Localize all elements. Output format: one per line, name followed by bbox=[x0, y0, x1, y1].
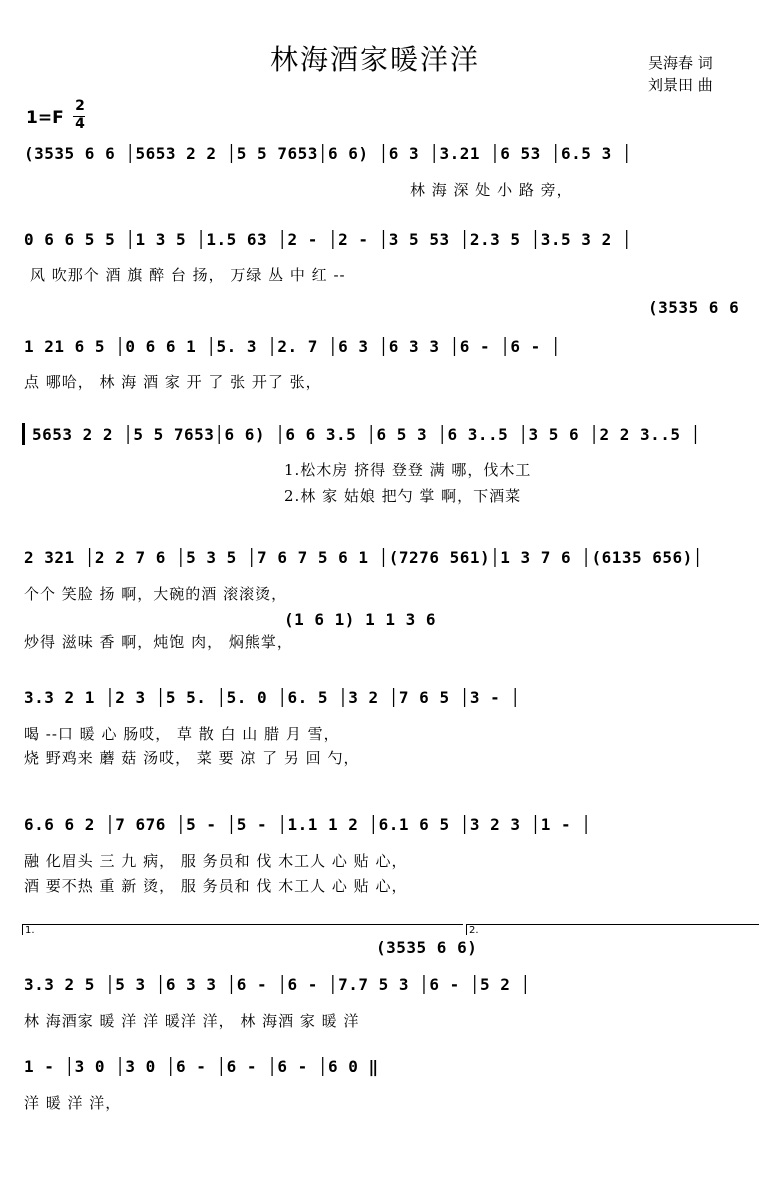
lyric-row-6-verse-2: 烧 野鸡来 蘑 菇 汤哎， 菜 要 凉 了 另 回 勺， bbox=[24, 749, 360, 767]
lyric-row-5-verse-2: 炒得 滋味 香 啊，炖饱 肉， 焖熊掌， bbox=[24, 633, 293, 651]
music-row-8: 3.3 2 5 │5 3 │6 3 3 │6 - │6 - │7.7 5 3 │6 - │5 2 │ bbox=[24, 975, 531, 994]
music-row-9: 1 - │3 0 │3 0 │6 - │6 - │6 - │6 0 ‖ bbox=[24, 1057, 379, 1076]
time-sig-bottom: 4 bbox=[75, 116, 85, 132]
repeat-start-sign bbox=[22, 423, 25, 445]
lyric-row-2-verse-1: 风 吹那个 酒 旗 醉 台 扬， 万绿 丛 中 红 -- bbox=[30, 266, 346, 284]
volta-first-ending: 1. bbox=[22, 924, 463, 935]
lyric-row-3-verse-1: 点 哪哈， 林 海 酒 家 开 了 张 开了 张， bbox=[24, 373, 322, 391]
volta-second-ending: 2. bbox=[466, 924, 759, 935]
music-aside-row-3: (3535 6 6 bbox=[648, 298, 740, 317]
lyric-row-7-verse-2: 酒 要不热 重 新 烫， 服 务员和 伐 木工人 心 贴 心， bbox=[24, 877, 408, 895]
music-row-5: 2 321 │2 2 7 6 │5 3 5 │7 6 7 5 6 1 │(7276 561)│1 3 7 6 │(6135 656)│ bbox=[24, 548, 703, 567]
music-row-7: 6.6 6 2 │7 676 │5 - │5 - │1.1 1 2 │6.1 6 5 │3 2 3 │1 - │ bbox=[24, 815, 592, 834]
music-row-1: (3535 6 6 │5653 2 2 │5 5 7653│6 6) │6 3 │3.21 │6 53 │6.5 3 │ bbox=[24, 144, 632, 163]
song-title: 林海酒家暖洋洋 bbox=[270, 43, 481, 76]
composer-credit: 刘景田 曲 bbox=[648, 76, 713, 94]
music-row-6: 3.3 2 1 │2 3 │5 5. │5. 0 │6. 5 │3 2 │7 6 5 │3 - │ bbox=[24, 688, 521, 707]
key-signature: 1=F bbox=[26, 108, 64, 128]
music-row-4: 5653 2 2 │5 5 7653│6 6) │6 6 3.5 │6 5 3 │6 3..5 │3 5 6 │2 2 3..5 │ bbox=[32, 425, 701, 444]
lyricist-credit: 吴海春 词 bbox=[648, 54, 713, 72]
time-sig-top: 2 bbox=[75, 98, 85, 114]
music-aside-row-5: (1 6 1) 1 1 3 6 bbox=[284, 610, 436, 629]
lyric-row-6-verse-1: 喝 --口 暖 心 肠哎， 草 散 白 山 腊 月 雪， bbox=[24, 725, 340, 743]
music-row-3: 1 21 6 5 │0 6 6 1 │5. 3 │2. 7 │6 3 │6 3 3 │6 - │6 - │ bbox=[24, 337, 562, 356]
music-row-2: 0 6 6 5 5 │1 3 5 │1.5 63 │2 - │2 - │3 5 53 │2.3 5 │3.5 3 2 │ bbox=[24, 230, 632, 249]
lyric-row-8-verse-1: 林 海酒家 暖 洋 洋 暖洋 洋， 林 海酒 家 暖 洋 bbox=[24, 1012, 360, 1030]
lyric-row-9-verse-1: 洋 暖 洋 洋， bbox=[24, 1094, 122, 1112]
lyric-row-7-verse-1: 融 化眉头 三 九 病， 服 务员和 伐 木工人 心 贴 心， bbox=[24, 852, 408, 870]
music-aside-row-8: (3535 6 6) bbox=[376, 938, 478, 957]
lyric-row-1-verse-1: 林 海 深 处 小 路 旁， bbox=[410, 181, 573, 199]
lyric-row-4-verse-1: 1.松木房 挤得 登登 满 哪，伐木工 bbox=[284, 461, 532, 479]
lyric-row-4-verse-2: 2.林 家 姑娘 把勺 掌 啊，下酒菜 bbox=[284, 487, 522, 505]
lyric-row-5-verse-1: 个个 笑脸 扬 啊，大碗的酒 滚滚烫， bbox=[24, 585, 288, 603]
